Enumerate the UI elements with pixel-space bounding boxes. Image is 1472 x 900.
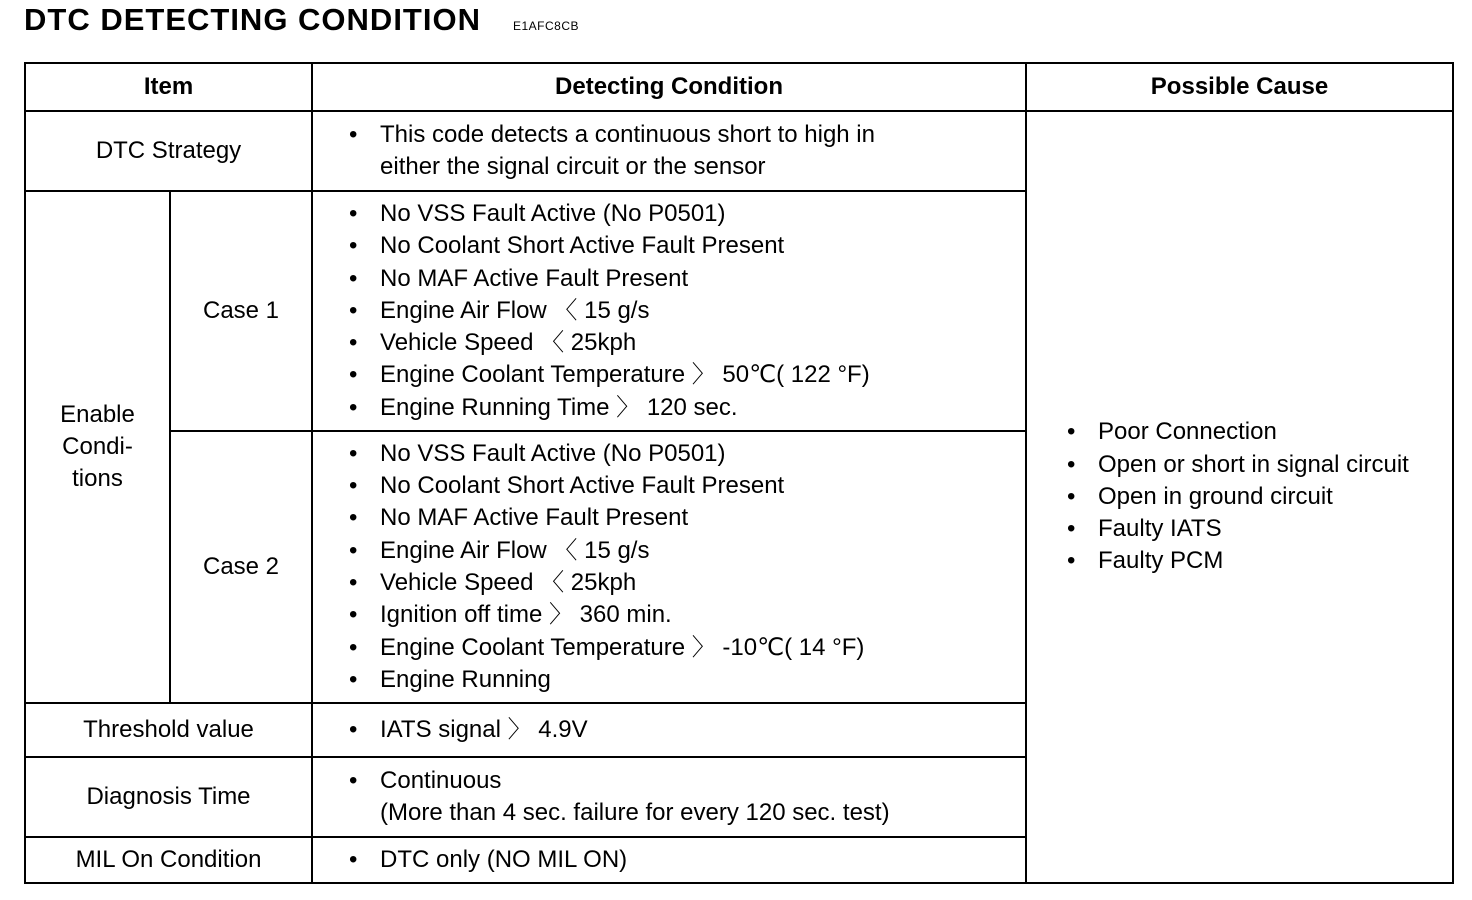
table-header-row	[25, 63, 1453, 111]
list-item: • Vehicle Speed 〈 25kph	[349, 567, 1025, 599]
case1-label: Case 1	[170, 191, 312, 431]
diagnosis-time-list	[313, 765, 1025, 830]
list-item: • No VSS Fault Active (No P0501)	[349, 438, 1025, 470]
possible-cause-list	[1027, 416, 1452, 577]
list-item: • Engine Running	[349, 664, 1025, 696]
row-dtc-strategy	[25, 111, 1453, 191]
mil-on-list	[313, 844, 1025, 876]
list-item: • No MAF Active Fault Present	[349, 263, 1025, 295]
list-item: • Engine Running Time 〉 120 sec.	[349, 392, 1025, 424]
list-item: • Poor Connection	[1067, 416, 1452, 448]
list-item: • Engine Coolant Temperature 〉 -10℃( 14 °F)	[349, 632, 1025, 664]
enable-label-line2: Condi-	[62, 433, 133, 460]
dtc-strategy-line2: either the signal circuit or the sensor	[380, 153, 766, 180]
diagnosis-line1: • Continuous	[380, 766, 502, 794]
list-item: • Engine Air Flow 〈 15 g/s	[349, 295, 1025, 327]
list-item: • No VSS Fault Active (No P0501)	[349, 198, 1025, 230]
list-item: • DTC only (NO MIL ON)	[349, 844, 1025, 876]
dtc-strategy-label: DTC Strategy	[25, 111, 312, 191]
dtc-strategy-line1: • This code detects a continuous short to high in	[380, 120, 875, 148]
list-item: • Ignition off time 〉 360 min.	[349, 599, 1025, 631]
threshold-list	[313, 714, 1025, 746]
document-code: E1AFC8CB	[513, 19, 580, 33]
case1-list	[313, 198, 1025, 424]
list-item: • Vehicle Speed 〈 25kph	[349, 327, 1025, 359]
mil-on-condition	[312, 837, 1026, 883]
case1-conditions	[312, 191, 1026, 431]
header-possible-cause: Possible Cause	[1026, 63, 1453, 111]
possible-cause-cell	[1026, 111, 1453, 883]
diagnosis-time-label: Diagnosis Time	[25, 757, 312, 837]
list-item: • Engine Coolant Temperature 〉 50℃( 122 °F)	[349, 359, 1025, 391]
list-item: • Open in ground circuit	[1067, 481, 1452, 513]
case2-label: Case 2	[170, 431, 312, 703]
list-item: • Engine Air Flow 〈 15 g/s	[349, 535, 1025, 567]
header-item: Item	[25, 63, 312, 111]
page-heading	[24, 2, 579, 38]
dtc-condition-table	[24, 62, 1454, 884]
enable-label-line3: tions	[72, 465, 123, 492]
diagnosis-time-condition	[312, 757, 1026, 837]
list-item	[349, 765, 1025, 830]
dtc-strategy-condition	[312, 111, 1026, 191]
list-item: • No Coolant Short Active Fault Present	[349, 470, 1025, 502]
case2-list	[313, 438, 1025, 696]
list-item: • No Coolant Short Active Fault Present	[349, 230, 1025, 262]
case2-conditions	[312, 431, 1026, 703]
list-item: • Open or short in signal circuit	[1067, 449, 1452, 481]
mil-on-label: MIL On Condition	[25, 837, 312, 883]
list-item: • No MAF Active Fault Present	[349, 502, 1025, 534]
threshold-condition	[312, 703, 1026, 757]
threshold-label: Threshold value	[25, 703, 312, 757]
list-item: • Faulty PCM	[1067, 545, 1452, 577]
enable-label-line1: Enable	[60, 401, 135, 428]
page-title: DTC DETECTING CONDITION	[24, 2, 481, 37]
diagnosis-line2: (More than 4 sec. failure for every 120 sec. test)	[380, 799, 890, 826]
enable-conditions-label	[25, 191, 170, 703]
dtc-strategy-list	[313, 119, 1025, 184]
header-detecting-condition: Detecting Condition	[312, 63, 1026, 111]
list-item: • IATS signal 〉 4.9V	[349, 714, 1025, 746]
list-item	[349, 119, 1025, 184]
list-item: • Faulty IATS	[1067, 513, 1452, 545]
